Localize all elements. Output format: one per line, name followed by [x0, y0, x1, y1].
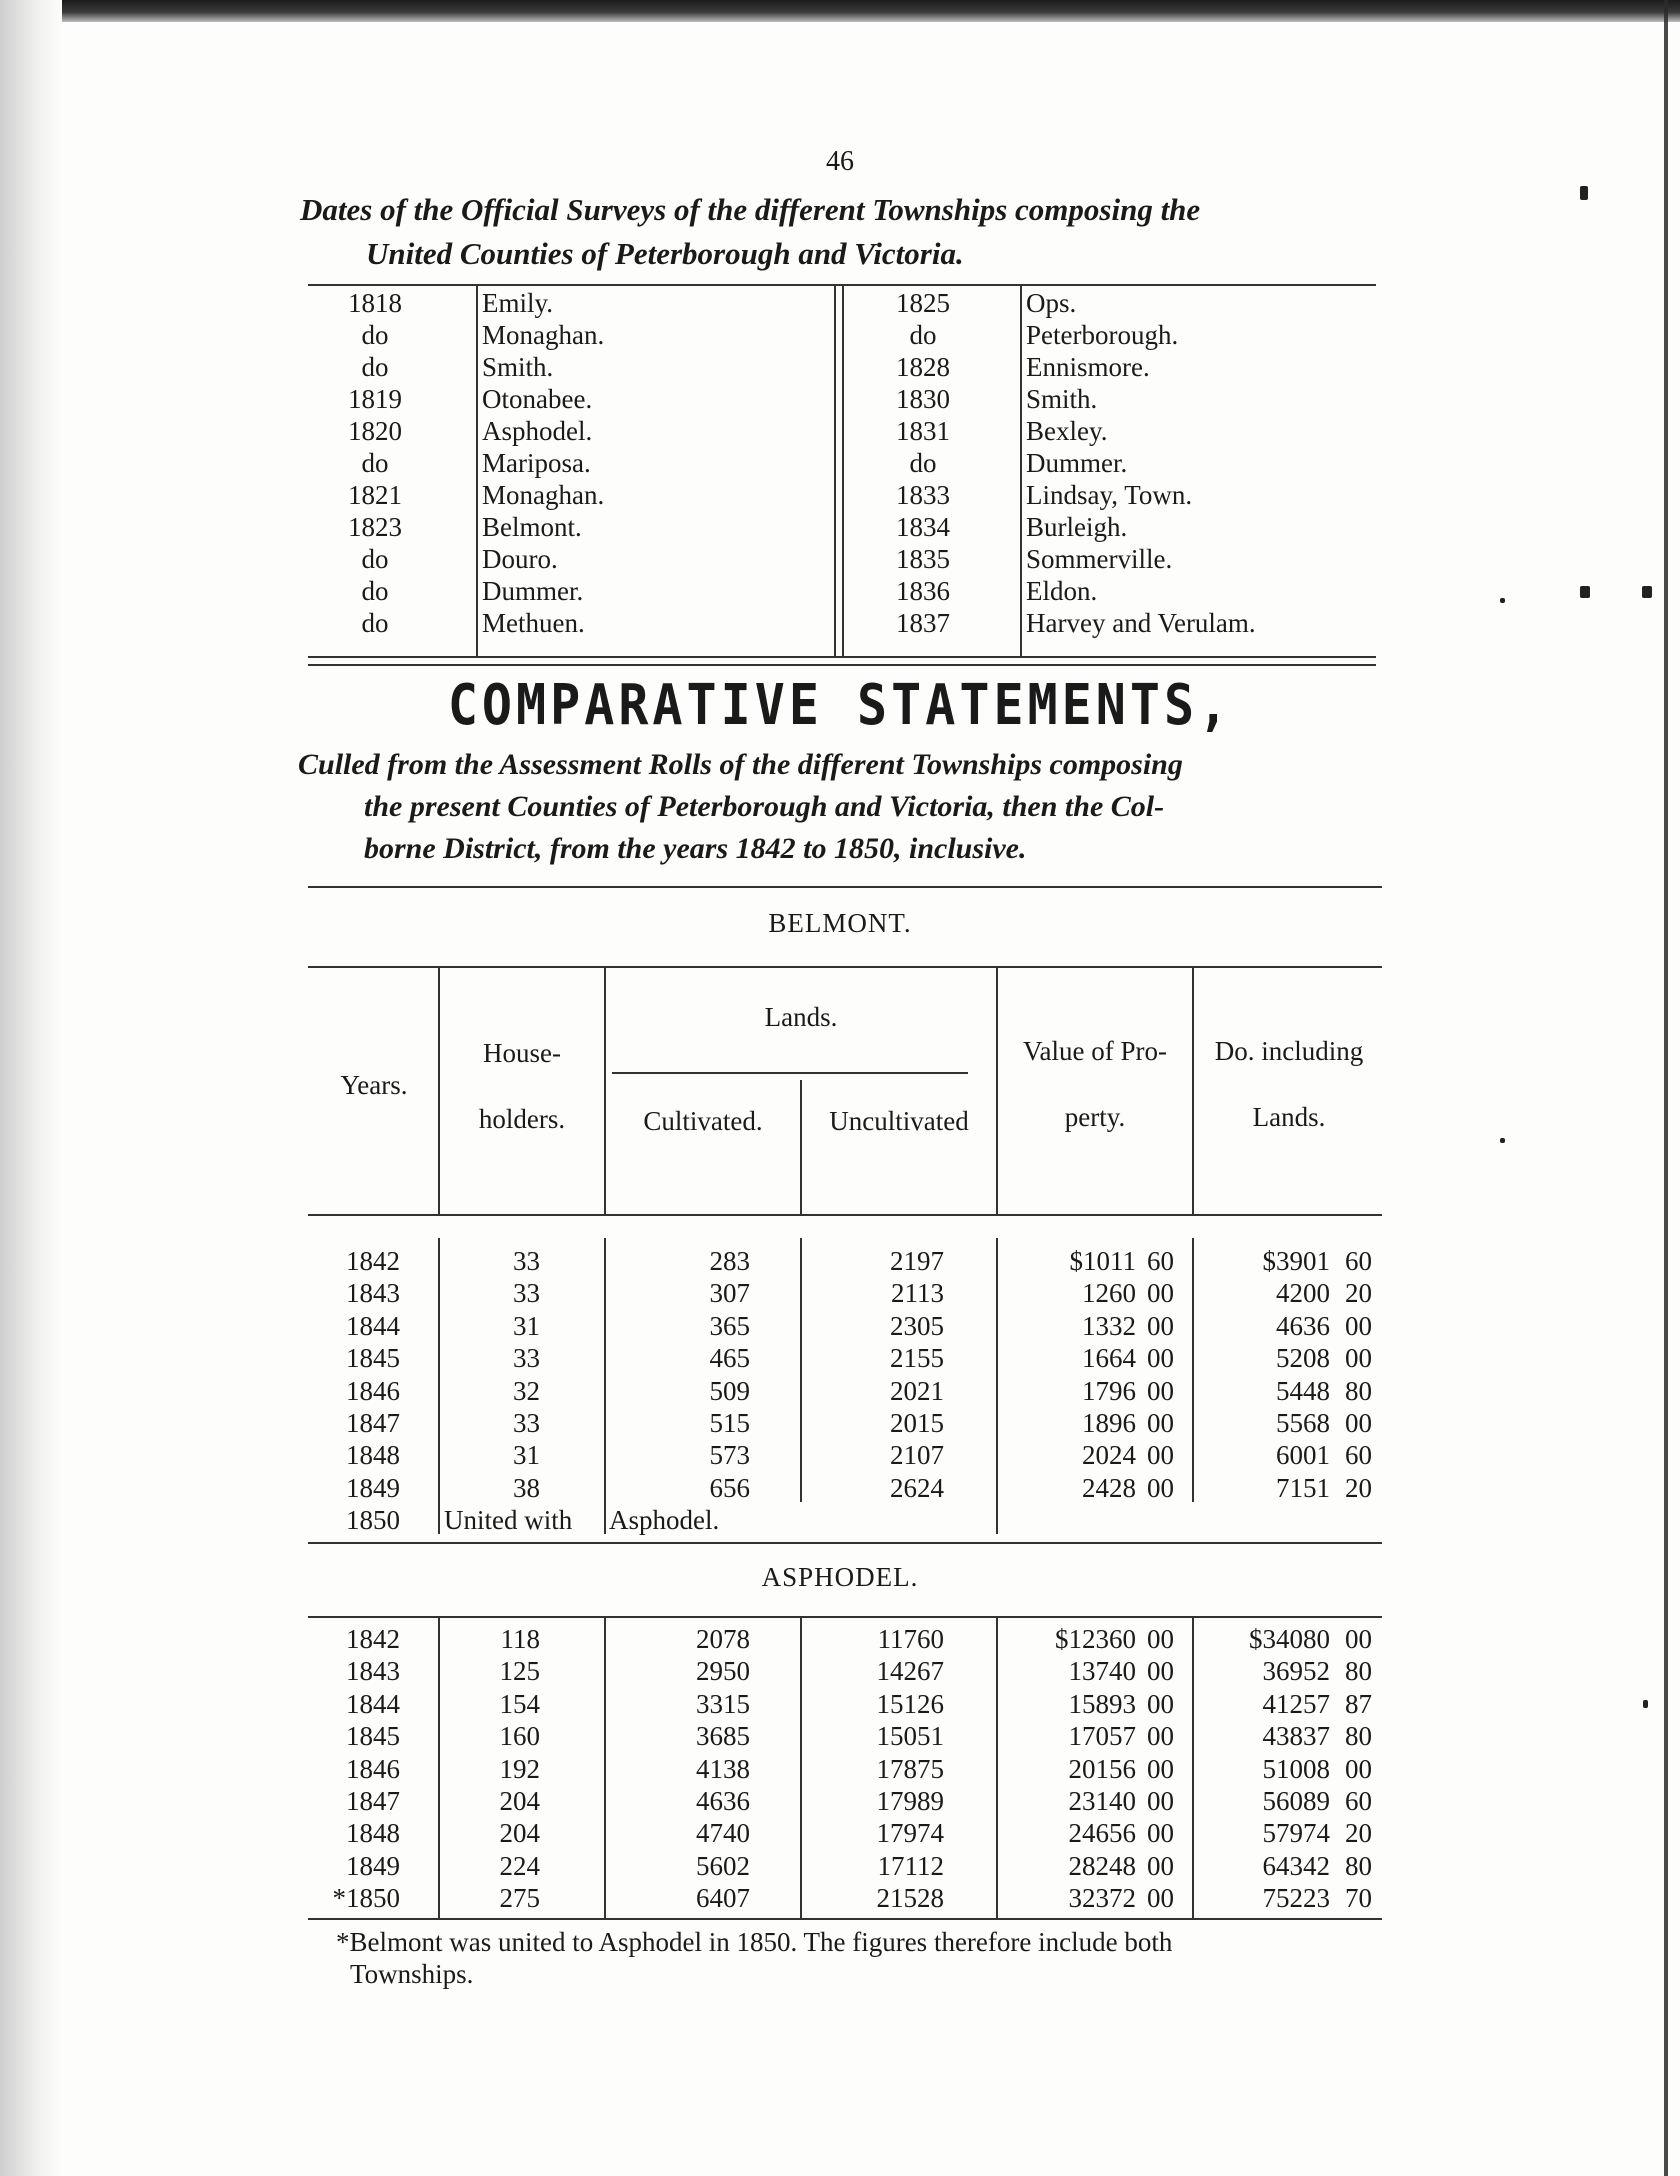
- belmont-cultivated-cell: 573: [709, 1440, 750, 1471]
- survey-year: 1833: [896, 480, 950, 510]
- belmont-incl-c-cell: 00: [1345, 1343, 1372, 1374]
- householders-header-line-2: holders.: [478, 1104, 566, 1134]
- belmont-incl-c-cell: 00: [1345, 1408, 1372, 1438]
- comparative-statements-subtitle: [298, 744, 1398, 870]
- asphodel-row: [0, 1851, 1680, 1883]
- header-column-rule: [800, 1080, 802, 1214]
- scan-top-edge: [0, 0, 1680, 22]
- asphodel-value-cell: 13740: [1068, 1656, 1136, 1687]
- asphodel-heading: ASPHODEL.: [761, 1562, 919, 1592]
- years-header: Years.: [340, 1070, 408, 1100]
- survey-township: Belmont.: [482, 512, 582, 542]
- survey-township: Monaghan.: [482, 480, 605, 510]
- asphodel-value-cell: 17057: [1068, 1721, 1136, 1752]
- header-column-rule: [996, 968, 998, 1214]
- asphodel-uncultivated-cell: 11760: [877, 1624, 944, 1654]
- asphodel-value-c-cell: 00: [1147, 1818, 1174, 1849]
- asphodel-cultivated-cell: 2950: [696, 1656, 750, 1687]
- asphodel-uncultivated-cell: 14267: [876, 1656, 944, 1687]
- asphodel-uncultivated-cell: 21528: [876, 1883, 944, 1914]
- survey-year: 1823: [348, 512, 402, 542]
- belmont-year-cell: 1844: [346, 1310, 400, 1341]
- subtitle-line-1: Culled from the Assessment Rolls of the different Townships composing: [298, 748, 1183, 781]
- survey-township: Harvey and Verulam.: [1026, 608, 1256, 638]
- belmont-row: [0, 1311, 1680, 1343]
- subtitle-line-2: the present Counties of Peterborough and Victoria, then the Col-: [364, 790, 1165, 823]
- belmont-united-note: United with: [444, 1505, 573, 1536]
- header-column-rule: [438, 968, 440, 1214]
- belmont-value-cell: 2024: [1082, 1440, 1136, 1471]
- asphodel-value-c-cell: 00: [1147, 1883, 1174, 1914]
- belmont-year-cell: 1850: [346, 1505, 400, 1536]
- survey-year: 1819: [348, 384, 402, 414]
- asphodel-value-cell: 28248: [1068, 1850, 1136, 1881]
- belmont-year-cell: 1849: [346, 1472, 400, 1503]
- rule-below-asphodel: [308, 1918, 1382, 1920]
- belmont-incl-cell: 6001: [1276, 1440, 1330, 1471]
- survey-year: do: [909, 448, 937, 478]
- asphodel-year-cell: 1844: [346, 1688, 400, 1719]
- belmont-householders-cell: 33: [513, 1408, 540, 1438]
- asphodel-householders-cell: 275: [499, 1883, 540, 1914]
- asphodel-row: [0, 1656, 1680, 1688]
- survey-township: Methuen.: [482, 608, 585, 638]
- asphodel-uncultivated-cell: 17875: [876, 1753, 944, 1784]
- survey-year: 1837: [896, 608, 950, 638]
- asphodel-cultivated-cell: 5602: [696, 1850, 750, 1881]
- belmont-uncultivated-cell: 2197: [890, 1246, 944, 1276]
- belmont-year-cell: 1846: [346, 1375, 400, 1406]
- belmont-incl-cell: 4636: [1276, 1310, 1330, 1341]
- belmont-householders-cell: 31: [513, 1310, 540, 1341]
- belmont-cultivated-cell: 509: [709, 1375, 750, 1406]
- survey-township: Bexley.: [1026, 416, 1108, 446]
- survey-year: do: [361, 352, 389, 382]
- belmont-cultivated-cell: 365: [709, 1310, 750, 1341]
- asphodel-householders-cell: 118: [500, 1624, 540, 1654]
- survey-year: do: [361, 320, 389, 350]
- survey-township: Emily.: [482, 288, 553, 318]
- survey-township: Sommerville.: [1026, 544, 1173, 574]
- asphodel-year-cell: 1849: [346, 1850, 400, 1881]
- belmont-incl-cell: 7151: [1276, 1472, 1330, 1503]
- asphodel-value-c-cell: 00: [1147, 1721, 1174, 1752]
- belmont-value-cell: 2428: [1082, 1472, 1136, 1503]
- asphodel-row: [0, 1818, 1680, 1850]
- survey-township: Mariposa.: [482, 448, 591, 478]
- belmont-year-cell: 1847: [346, 1408, 400, 1438]
- belmont-year-cell: 1848: [346, 1440, 400, 1471]
- belmont-value-c-cell: 60: [1147, 1246, 1174, 1276]
- footnote-line-2: Townships.: [350, 1959, 474, 1989]
- survey-row: [310, 576, 1376, 608]
- asphodel-cultivated-cell: 3685: [696, 1721, 750, 1752]
- asphodel-uncultivated-cell: 17989: [876, 1786, 944, 1816]
- belmont-uncultivated-cell: 2107: [890, 1440, 944, 1471]
- asphodel-year-cell: 1846: [346, 1753, 400, 1784]
- asphodel-value-cell: $12360: [1055, 1624, 1136, 1654]
- subtitle-line-3: borne District, from the years 1842 to 1850, inclusive.: [364, 832, 1027, 865]
- asphodel-incl-c-cell: 00: [1345, 1624, 1372, 1654]
- header-column-rule: [1192, 968, 1194, 1214]
- asphodel-year-cell: 1848: [346, 1818, 400, 1849]
- survey-township: Eldon.: [1026, 576, 1098, 606]
- belmont-row-1850: [0, 1505, 1680, 1537]
- survey-year: 1836: [896, 576, 950, 606]
- asphodel-incl-c-cell: 80: [1345, 1656, 1372, 1687]
- asphodel-householders-cell: 204: [499, 1786, 540, 1816]
- survey-row: [310, 480, 1376, 512]
- survey-township: Otonabee.: [482, 384, 593, 414]
- belmont-householders-cell: 33: [513, 1278, 540, 1309]
- survey-year: do: [361, 448, 389, 478]
- asphodel-value-c-cell: 00: [1147, 1688, 1174, 1719]
- asphodel-incl-c-cell: 70: [1345, 1883, 1372, 1914]
- asphodel-householders-cell: 224: [499, 1850, 540, 1881]
- survey-year: do: [361, 576, 389, 606]
- scan-speck: [1642, 586, 1652, 598]
- belmont-incl-c-cell: 00: [1345, 1310, 1372, 1341]
- asphodel-incl-c-cell: 60: [1345, 1786, 1372, 1816]
- asphodel-cultivated-cell: 3315: [696, 1688, 750, 1719]
- cultivated-header: Cultivated.: [643, 1106, 763, 1136]
- belmont-uncultivated-cell: 2015: [890, 1408, 944, 1438]
- asphodel-incl-c-cell: 80: [1345, 1850, 1372, 1881]
- asphodel-householders-cell: 204: [499, 1818, 540, 1849]
- value-header-line-2: perty.: [1064, 1102, 1126, 1132]
- uncultivated-header: Uncultivated: [829, 1106, 969, 1136]
- asphodel-incl-c-cell: 80: [1345, 1721, 1372, 1752]
- footnote-line-1: *Belmont was united to Asphodel in 1850. The figures therefore include both: [336, 1927, 1173, 1957]
- survey-year: 1835: [896, 544, 950, 574]
- asphodel-incl-c-cell: 20: [1345, 1818, 1372, 1849]
- survey-row: [310, 416, 1376, 448]
- survey-dates-title: [300, 188, 1380, 276]
- survey-township: Smith.: [482, 352, 554, 382]
- belmont-cultivated-cell: 283: [709, 1246, 750, 1276]
- survey-row: [310, 448, 1376, 480]
- belmont-value-cell: 1260: [1082, 1278, 1136, 1309]
- belmont-value-cell: 1796: [1082, 1375, 1136, 1406]
- belmont-value-c-cell: 00: [1147, 1375, 1174, 1406]
- belmont-row: [0, 1246, 1680, 1278]
- asphodel-value-cell: 23140: [1068, 1786, 1136, 1816]
- belmont-uncultivated-cell: 2624: [890, 1472, 944, 1503]
- householders-header-line-1: House-: [483, 1038, 561, 1068]
- belmont-value-cell: 1664: [1082, 1343, 1136, 1374]
- belmont-year-cell: 1843: [346, 1278, 400, 1309]
- survey-township: Smith.: [1026, 384, 1098, 414]
- survey-township: Dummer.: [482, 576, 584, 606]
- belmont-householders-cell: 32: [513, 1375, 540, 1406]
- belmont-value-c-cell: 00: [1147, 1278, 1174, 1309]
- asphodel-householders-cell: 125: [499, 1656, 540, 1687]
- survey-year: 1821: [348, 480, 402, 510]
- survey-row: [310, 288, 1376, 320]
- asphodel-incl-cell: 43837: [1262, 1721, 1330, 1752]
- belmont-row: [0, 1343, 1680, 1375]
- asphodel-year-cell: 1842: [346, 1624, 400, 1654]
- belmont-year-cell: 1842: [346, 1246, 400, 1276]
- survey-township: Douro.: [482, 544, 558, 574]
- scan-speck: [1500, 598, 1505, 603]
- belmont-row: [0, 1440, 1680, 1472]
- survey-township: Monaghan.: [482, 320, 605, 350]
- belmont-value-c-cell: 00: [1147, 1310, 1174, 1341]
- comparative-statements-title: COMPARATIVE STATEMENTS,: [447, 672, 1233, 738]
- asphodel-row: [0, 1786, 1680, 1818]
- belmont-uncultivated-cell: 2155: [890, 1343, 944, 1374]
- survey-township: Lindsay, Town.: [1026, 480, 1193, 510]
- belmont-row: [0, 1408, 1680, 1440]
- belmont-value-cell: 1332: [1082, 1310, 1136, 1341]
- asphodel-cultivated-cell: 4138: [696, 1753, 750, 1784]
- asphodel-householders-cell: 154: [499, 1688, 540, 1719]
- survey-year: 1820: [348, 416, 402, 446]
- belmont-uncultivated-cell: 2113: [891, 1278, 944, 1309]
- asphodel-value-cell: 32372: [1068, 1883, 1136, 1914]
- belmont-row: [0, 1376, 1680, 1408]
- belmont-incl-cell: 5208: [1276, 1343, 1330, 1374]
- asphodel-year-cell: 1843: [346, 1656, 400, 1687]
- asphodel-incl-cell: 56089: [1262, 1786, 1330, 1816]
- belmont-incl-cell: 5568: [1276, 1408, 1330, 1438]
- rule-below-column-headers: [308, 1214, 1382, 1216]
- asphodel-householders-cell: 192: [499, 1753, 540, 1784]
- asphodel-incl-cell: 57974: [1262, 1818, 1330, 1849]
- survey-year: 1831: [896, 416, 950, 446]
- survey-township: Ops.: [1026, 288, 1077, 318]
- survey-year: 1818: [348, 288, 402, 318]
- belmont-incl-cell: 4200: [1276, 1278, 1330, 1309]
- asphodel-value-cell: 15893: [1068, 1688, 1136, 1719]
- belmont-householders-cell: 38: [513, 1472, 540, 1503]
- belmont-incl-c-cell: 80: [1345, 1375, 1372, 1406]
- asphodel-value-c-cell: 00: [1147, 1624, 1174, 1654]
- asphodel-row: [0, 1883, 1680, 1915]
- belmont-incl-cell: $3901: [1262, 1246, 1330, 1276]
- page-number: 46: [826, 146, 854, 177]
- survey-township: Peterborough.: [1026, 320, 1179, 350]
- asphodel-incl-cell: 75223: [1262, 1883, 1330, 1914]
- asphodel-value-c-cell: 00: [1147, 1786, 1174, 1816]
- belmont-incl-cell: 5448: [1276, 1375, 1330, 1406]
- asphodel-year-cell: *1850: [332, 1883, 400, 1914]
- survey-year: 1834: [896, 512, 950, 542]
- rule-above-belmont: [308, 886, 1382, 888]
- belmont-row: [0, 1473, 1680, 1505]
- belmont-cultivated-cell: 656: [709, 1472, 750, 1503]
- survey-year: 1828: [896, 352, 950, 382]
- asphodel-incl-cell: 41257: [1262, 1688, 1330, 1719]
- belmont-year-cell: 1845: [346, 1343, 400, 1374]
- asphodel-row: [0, 1689, 1680, 1721]
- belmont-value-c-cell: 00: [1147, 1343, 1174, 1374]
- asphodel-incl-cell: 51008: [1262, 1753, 1330, 1784]
- asphodel-uncultivated-cell: 17112: [877, 1850, 944, 1881]
- belmont-cultivated-cell: 515: [709, 1408, 750, 1438]
- survey-township: Asphodel.: [482, 416, 593, 446]
- survey-township: Burleigh.: [1026, 512, 1128, 542]
- asphodel-incl-cell: $34080: [1249, 1624, 1330, 1654]
- asphodel-value-cell: 24656: [1068, 1818, 1136, 1849]
- asphodel-cultivated-cell: 4636: [696, 1786, 750, 1816]
- asphodel-incl-c-cell: 00: [1345, 1753, 1372, 1784]
- asphodel-cultivated-cell: 6407: [696, 1883, 750, 1914]
- asphodel-cultivated-cell: 4740: [696, 1818, 750, 1849]
- asphodel-value-cell: 20156: [1068, 1753, 1136, 1784]
- survey-row: [310, 512, 1376, 544]
- survey-year: do: [361, 608, 389, 638]
- survey-title-line-1: Dates of the Official Surveys of the different Townships composing the: [300, 192, 1201, 227]
- belmont-cultivated-cell: 465: [709, 1343, 750, 1374]
- asphodel-uncultivated-cell: 15126: [876, 1688, 944, 1719]
- asphodel-incl-c-cell: 87: [1345, 1688, 1372, 1719]
- belmont-value-c-cell: 00: [1147, 1472, 1174, 1503]
- belmont-householders-cell: 33: [513, 1343, 540, 1374]
- belmont-row: [0, 1278, 1680, 1310]
- footnote: [336, 1926, 1396, 1990]
- survey-township: Ennismore.: [1026, 352, 1150, 382]
- rule-below-belmont: [308, 1542, 1382, 1544]
- belmont-value-c-cell: 00: [1147, 1408, 1174, 1438]
- scan-speck: [1580, 586, 1590, 598]
- belmont-value-cell: 1896: [1082, 1408, 1136, 1438]
- belmont-incl-c-cell: 60: [1345, 1440, 1372, 1471]
- asphodel-value-c-cell: 00: [1147, 1850, 1174, 1881]
- belmont-cultivated-cell: 307: [709, 1278, 750, 1309]
- asphodel-value-c-cell: 00: [1147, 1656, 1174, 1687]
- survey-row: [310, 608, 1376, 640]
- belmont-incl-c-cell: 20: [1345, 1278, 1372, 1309]
- belmont-value-cell: $1011: [1069, 1246, 1136, 1276]
- asphodel-value-c-cell: 00: [1147, 1753, 1174, 1784]
- scan-speck: [1580, 186, 1588, 200]
- survey-township: Dummer.: [1026, 448, 1128, 478]
- belmont-uncultivated-cell: 2021: [890, 1375, 944, 1406]
- including-lands-header-line-2: Lands.: [1252, 1102, 1326, 1132]
- asphodel-uncultivated-cell: 17974: [876, 1818, 944, 1849]
- asphodel-uncultivated-cell: 15051: [876, 1721, 944, 1752]
- lands-header: Lands.: [764, 1002, 838, 1032]
- value-header-line-1: Value of Pro-: [1023, 1036, 1167, 1066]
- survey-row: [310, 352, 1376, 384]
- survey-row: [310, 384, 1376, 416]
- rule-above-asphodel-data: [308, 1616, 1382, 1618]
- survey-year: 1830: [896, 384, 950, 414]
- survey-row: [310, 320, 1376, 352]
- survey-year: do: [909, 320, 937, 350]
- belmont-incl-c-cell: 20: [1345, 1472, 1372, 1503]
- asphodel-householders-cell: 160: [499, 1721, 540, 1752]
- survey-table-bottom-rule: [308, 656, 1376, 658]
- survey-row: [310, 544, 1376, 576]
- belmont-incl-c-cell: 60: [1345, 1246, 1372, 1276]
- rule-above-column-headers: [308, 966, 1382, 968]
- lands-subheader-rule: [612, 1072, 968, 1074]
- asphodel-year-cell: 1845: [346, 1721, 400, 1752]
- asphodel-row: [0, 1721, 1680, 1753]
- asphodel-incl-cell: 36952: [1262, 1656, 1330, 1687]
- asphodel-incl-cell: 64342: [1262, 1850, 1330, 1881]
- belmont-householders-cell: 33: [513, 1246, 540, 1276]
- asphodel-row: [0, 1754, 1680, 1786]
- belmont-heading: BELMONT.: [768, 908, 912, 938]
- survey-title-line-2: United Counties of Peterborough and Victoria.: [366, 236, 964, 271]
- asphodel-cultivated-cell: 2078: [696, 1624, 750, 1654]
- asphodel-row: [0, 1624, 1680, 1656]
- belmont-united-note: Asphodel.: [609, 1505, 720, 1536]
- including-lands-header-line-1: Do. including: [1214, 1036, 1364, 1066]
- belmont-householders-cell: 31: [513, 1440, 540, 1471]
- survey-year: do: [361, 544, 389, 574]
- belmont-uncultivated-cell: 2305: [890, 1310, 944, 1341]
- survey-year: 1825: [896, 288, 950, 318]
- asphodel-year-cell: 1847: [346, 1786, 400, 1816]
- scan-speck: [1500, 1138, 1505, 1143]
- survey-table-bottom-rule: [308, 664, 1376, 666]
- belmont-value-c-cell: 00: [1147, 1440, 1174, 1471]
